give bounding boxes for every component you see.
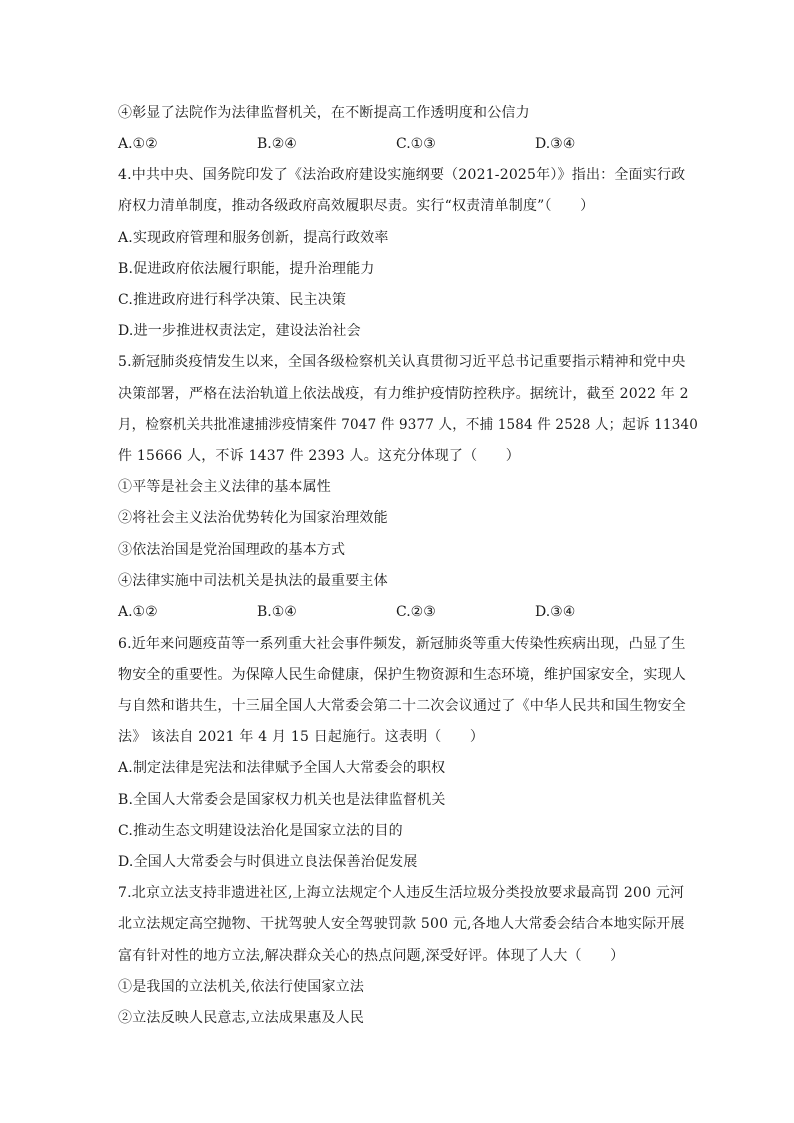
q5-option-b: B.①④: [257, 604, 297, 620]
q5-option-a: A.①②: [118, 604, 158, 620]
q3-option-d: D.③④: [535, 136, 576, 152]
q6-option-d: D.全国人大常委会与时俱进立良法保善治促发展: [118, 854, 418, 870]
q7-item-2: ②立法反映人民意志,立法成果惠及人民: [118, 1010, 365, 1026]
q5-stem-line-4: 件 15666 人，不诉 1437 件 2393 人。这充分体现了（ ）: [118, 448, 520, 464]
q6-stem-line-3: 与自然和谐共生，十三届全国人大常委会第二十二次会议通过了《中华人民共和国生物安全: [118, 698, 686, 714]
q5-option-d: D.③④: [535, 604, 576, 620]
q6-stem-line-4: 法》 该法自 2021 年 4 月 15 日起施行。这表明（ ）: [118, 729, 485, 745]
q4-option-a: A.实现政府管理和服务创新，提高行政效率: [118, 230, 389, 246]
q3-option-b: B.②④: [257, 136, 297, 152]
q5-stem-line-3: 月，检察机关共批准逮捕涉疫情案件 7047 件 9377 人，不捕 1584 件 2528 人；起诉 11340: [118, 417, 699, 433]
q6-option-c: C.推动生态文明建设法治化是国家立法的目的: [118, 823, 403, 839]
q5-option-c: C.②③: [396, 604, 436, 620]
q5-item-2: ②将社会主义法治优势转化为国家治理效能: [118, 510, 388, 526]
q4-stem-line-1: 4.中共中央、国务院印发了《法治政府建设实施纲要（2021-2025年）》指出：全面实行政: [118, 167, 686, 183]
q6-stem-line-1: 6.近年来问题疫苗等一系列重大社会事件频发，新冠肺炎等重大传染性疾病出现，凸显了生: [118, 636, 686, 652]
q4-option-b: B.促进政府依法履行职能，提升治理能力: [118, 261, 375, 277]
q3-option-a: A.①②: [118, 136, 158, 152]
q6-option-a: A.制定法律是宪法和法律赋予全国人大常委会的职权: [118, 760, 446, 776]
q7-stem-line-3: 富有针对性的地方立法,解决群众关心的热点问题,深受好评。体现了人大（ ）: [118, 948, 625, 964]
q7-stem-line-2: 北立法规定高空抛物、干扰驾驶人安全驾驶罚款 500 元,各地人大常委会结合本地实际开展: [118, 916, 685, 932]
q4-option-d: D.进一步推进权责法定，建设法治社会: [118, 323, 361, 339]
q3-option-c: C.①③: [396, 136, 436, 152]
q5-item-4: ④法律实施中司法机关是执法的最重要主体: [118, 573, 388, 589]
q3-options: [118, 134, 698, 154]
q7-stem-line-1: 7.北京立法支持非遗进社区,上海立法规定个人违反生活垃圾分类投放要求最高罚 200 元河: [118, 885, 685, 901]
q5-stem-line-2: 决策部署，严格在法治轨道上依法战疫，有力维护疫情防控秩序。据统计，截至 2022 年 2: [118, 386, 689, 402]
q4-stem-line-2: 府权力清单制度，推动各级政府高效履职尽责。实行“权责清单制度”（ ）: [118, 198, 595, 214]
q5-stem-line-1: 5.新冠肺炎疫情发生以来，全国各级检察机关认真贯彻习近平总书记重要指示精神和党中央: [118, 354, 686, 370]
q5-item-1: ①平等是社会主义法律的基本属性: [118, 479, 331, 495]
q4-option-c: C.推进政府进行科学决策、民主决策: [118, 292, 347, 308]
q5-item-3: ③依法治国是党治国理政的基本方式: [118, 542, 346, 558]
q6-option-b: B.全国人大常委会是国家权力机关也是法律监督机关: [118, 792, 446, 808]
q3-item-4: ④彰显了法院作为法律监督机关，在不断提高工作透明度和公信力: [118, 105, 530, 121]
q5-options: [118, 602, 698, 622]
q6-stem-line-2: 物安全的重要性。为保障人民生命健康，保护生物资源和生态环境，维护国家安全，实现人: [118, 667, 686, 683]
q7-item-1: ①是我国的立法机关,依法行使国家立法: [118, 979, 365, 995]
